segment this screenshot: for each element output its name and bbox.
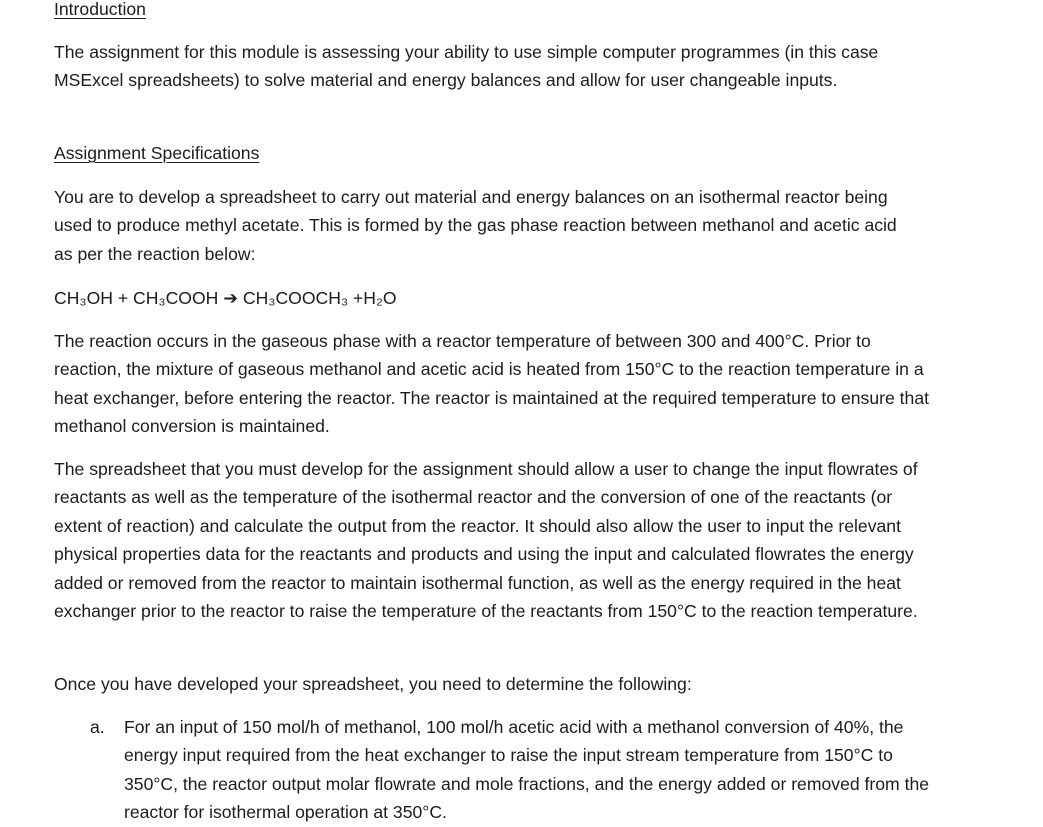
requirements-list — [54, 713, 934, 827]
specifications-paragraph: You are to develop a spreadsheet to carry out material and energy balances on an isothermal reactor being used to produce methyl acetate. This is formed by the gas phase reaction between methanol and acetic acid as per the reaction below: — [54, 187, 897, 264]
determine-paragraph: Once you have developed your spreadsheet, you need to determine the following: — [54, 674, 692, 694]
introduction-paragraph: The assignment for this module is assessing your ability to use simple computer programmes (in this case MSExcel spreadsheets) to solve material and energy balances and allow for user changeable inputs. — [54, 42, 879, 91]
list-marker: a. — [90, 717, 105, 737]
specifications-heading: Assignment Specifications — [54, 143, 260, 163]
introduction-heading: Introduction — [54, 0, 146, 19]
reaction-equation: CH₃OH + CH₃COOH ➔ CH₃COOCH₃ +H₂O — [54, 288, 397, 308]
list-item-text: For an input of 150 mol/h of methanol, 100 mol/h acetic acid with a methanol conversion of 40%, the energy input required from the heat exchanger to raise the input stream temperature from 150°C to 350°C, the reactor output molar flowrate and mole fractions, and the energy added or removed from the reactor for isothermal operation at 350°C. — [124, 717, 930, 823]
spreadsheet-paragraph: The spreadsheet that you must develop for the assignment should allow a user to change the input flowrates of reactants as well as the temperature of the isothermal reactor and the conversion of one of the reactants (or extent of reaction) and calculate the output from the reactor. It should also allow the user to input the relevant physical properties data for the reactants and products and using the input and calculated flowrates the energy added or removed from the reactor to maintain isothermal function, as well as the energy required in the heat exchanger prior to the reactor to raise the temperature of the reactants from 150°C to the reaction temperature. — [54, 459, 918, 622]
conditions-paragraph: The reaction occurs in the gaseous phase with a reactor temperature of between 300 and 400°C. Prior to reaction, the mixture of gaseous methanol and acetic acid is heated from 150°C to the reaction temperature in a heat exchanger, before entering the reactor. The reactor is maintained at the required temperature to ensure that methanol conversion is maintained. — [54, 331, 930, 437]
list-item — [54, 713, 934, 827]
